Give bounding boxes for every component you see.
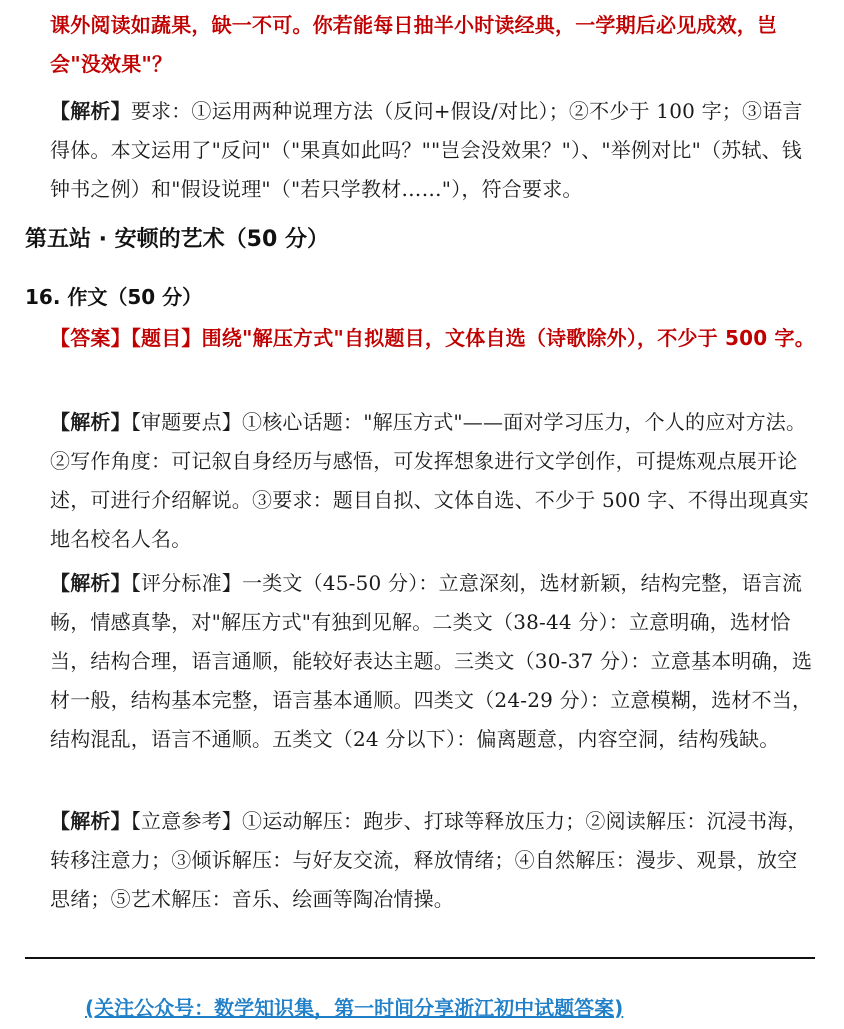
analysis-tag: 【解析】 — [50, 571, 131, 595]
analysis-text: 【审题要点】①核心话题："解压方式"——面对学习压力，个人的应对方法。②写作角度：可记叙自身经历与感悟，可发挥想象进行文学创作，可提炼观点展开论述，可进行介绍解说。③要求：题目自拟、文体自选、不少于 500 字、不得出现真实地名校名人名。 — [50, 410, 809, 551]
answer-text: 【题目】围绕"解压方式"自拟题目，文体自选（诗歌除外），不少于 500 字。 — [130, 326, 815, 350]
analysis-paragraph-1 — [50, 403, 815, 559]
section-title: 第五站 · 安顿的艺术（50 分） — [25, 227, 329, 252]
analysis-text: 【立意参考】①运动解压：跑步、打球等释放压力；②阅读解压：沉浸书海，转移注意力；③倾诉解压：与好友交流，释放情绪；④自然解压：漫步、观景，放空思绪；⑤艺术解压：音乐、绘画等陶冶情操。 — [50, 809, 808, 911]
divider-line — [25, 957, 815, 959]
analysis-tag: 【解析】 — [50, 809, 131, 833]
answer-paragraph — [50, 319, 815, 358]
analysis-paragraph-3 — [50, 802, 815, 919]
analysis-paragraph — [50, 92, 815, 209]
question-title: 16. 作文（50 分） — [25, 285, 203, 309]
answer-paragraph-continuation: 课外阅读如蔬果，缺一不可。你若能每日抽半小时读经典，一学期后必见成效，岂会"没效果"？ — [50, 13, 778, 76]
footer-link[interactable]: (关注公众号：数学知识集，第一时间分享浙江初中试题答案) — [85, 996, 624, 1020]
analysis-tag: 【解析】 — [50, 99, 131, 123]
answer-tag: 【答案】 — [50, 326, 131, 350]
analysis-tag: 【解析】 — [50, 410, 131, 434]
analysis-text: 【评分标准】一类文（45-50 分）：立意深刻，选材新颖，结构完整，语言流畅，情感真挚，对"解压方式"有独到见解。二类文（38-44 分）：立意明确，选材恰当，结构合理，语言通顺，能较好表达主题。三类文（30-37 分）：立意基本明确，选材一般，结构基本完整，语言基本通顺。四类文（24-29 分）：立意模糊，选材不当，结构混乱，语言不通顺。五类文（24 分以下）：偏离题意，内容空洞，结构残缺。 — [50, 571, 813, 751]
analysis-paragraph-2 — [50, 564, 815, 759]
analysis-text: 要求：①运用两种说理方法（反问+假设/对比）；②不少于 100 字；③语言得体。本文运用了"反问"（"果真如此吗？""岂会没效果？"）、"举例对比"（苏轼、钱钟书之例）和"假设说理"（"若只学教材……"），符合要求。 — [50, 99, 803, 201]
